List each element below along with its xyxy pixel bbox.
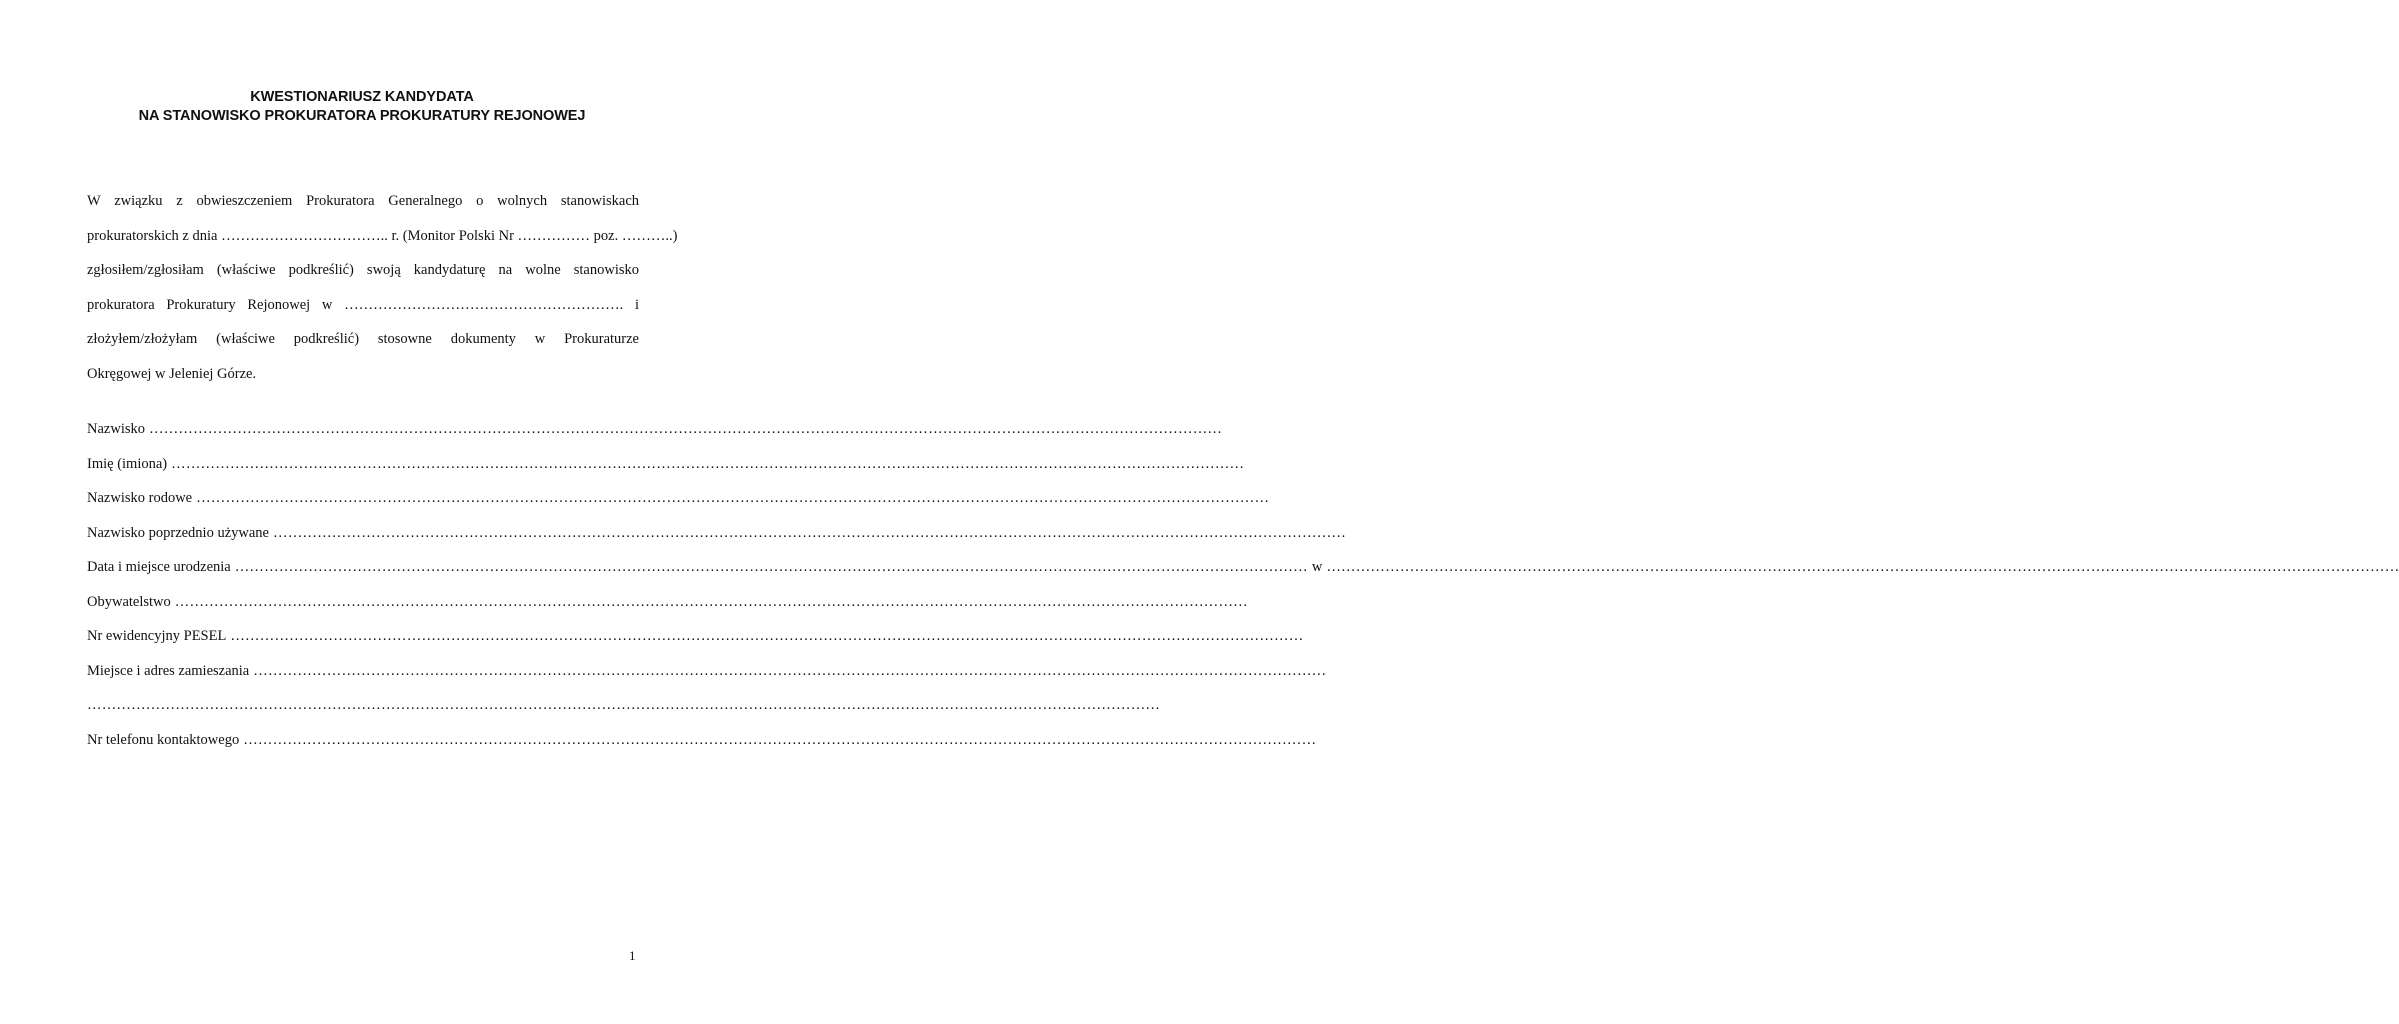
intro-line-4: prokuratora Prokuratury Rejonowej w …………………………………………………. i	[87, 296, 639, 313]
family-name-label: Nazwisko rodowe	[87, 490, 193, 506]
previous-surname-field[interactable]	[87, 524, 1347, 560]
document-title	[0, 88, 724, 126]
phone-field[interactable]	[87, 731, 1317, 767]
page-number: 1	[629, 948, 636, 963]
address-continuation-fill-line[interactable]: …………………………………………………………………………………………………………………………………………………………………………………………………	[87, 697, 1161, 713]
intro-line-6: Okręgowej w Jeleniej Górze.	[87, 365, 257, 382]
address-fill-line[interactable]: …………………………………………………………………………………………………………………………………………………………………………………………………	[253, 662, 1327, 679]
birth-in-label: w	[1311, 559, 1323, 575]
citizenship-field[interactable]	[87, 593, 1248, 629]
family-name-field[interactable]	[87, 490, 1270, 525]
address-field[interactable]	[87, 662, 1327, 698]
first-names-field[interactable]	[87, 455, 1245, 491]
pesel-fill-line[interactable]: …………………………………………………………………………………………………………………………………………………………………………………………………	[230, 628, 1304, 644]
intro-line-2: prokuratorskich z dnia …………………………….. r. (Monitor Polski Nr …………… poz. ………..)	[87, 227, 678, 244]
phone-fill-line[interactable]: …………………………………………………………………………………………………………………………………………………………………………………………………	[243, 731, 1317, 748]
family-name-fill-line[interactable]: …………………………………………………………………………………………………………………………………………………………………………………………………	[196, 490, 1270, 506]
birth-date-fill-line[interactable]: …………………………………………………………………………………………………………………………………………………………………………………………………	[234, 559, 1308, 575]
title-line-1: KWESTIONARIUSZ KANDYDATA	[250, 89, 474, 105]
surname-label: Nazwisko	[87, 421, 145, 437]
surname-field[interactable]	[87, 421, 1223, 456]
birth-date-place-label: Data i miejsce urodzenia	[87, 559, 231, 575]
address-continuation-field[interactable]	[87, 697, 1161, 732]
previous-surname-fill-line[interactable]: …………………………………………………………………………………………………………………………………………………………………………………………………	[273, 524, 1347, 541]
form-fields	[87, 421, 2399, 766]
intro-line-5: złożyłem/złożyłam (właściwe podkreślić) stosowne dokumenty w Prokuraturze	[87, 331, 639, 347]
first-names-fill-line[interactable]: …………………………………………………………………………………………………………………………………………………………………………………………………	[171, 455, 1245, 472]
first-names-label: Imię (imiona)	[87, 455, 168, 472]
birth-place-fill-line[interactable]: …………………………………………………………………………………………………………………………………………………………………………………………………	[1326, 559, 2399, 575]
citizenship-label: Obywatelstwo	[87, 593, 171, 610]
phone-label: Nr telefonu kontaktowego	[87, 731, 240, 748]
citizenship-fill-line[interactable]: …………………………………………………………………………………………………………………………………………………………………………………………………	[174, 593, 1248, 610]
previous-surname-label: Nazwisko poprzednio używane	[87, 524, 269, 541]
pesel-label: Nr ewidencyjny PESEL	[87, 628, 227, 644]
title-line-2: NA STANOWISKO PROKURATORA PROKURATURY REJONOWEJ	[138, 108, 586, 124]
intro-line-3: zgłosiłem/zgłosiłam (właściwe podkreślić) swoją kandydaturę na wolne stanowisko	[87, 262, 639, 278]
pesel-field[interactable]	[87, 628, 1304, 663]
surname-fill-line[interactable]: …………………………………………………………………………………………………………………………………………………………………………………………………	[149, 421, 1223, 437]
intro-paragraph	[87, 184, 678, 391]
birth-date-place-field[interactable]	[87, 559, 2399, 594]
intro-line-1: W związku z obwieszczeniem Prokuratora Generalnego o wolnych stanowiskach	[87, 193, 639, 209]
address-label: Miejsce i adres zamieszania	[87, 662, 250, 679]
